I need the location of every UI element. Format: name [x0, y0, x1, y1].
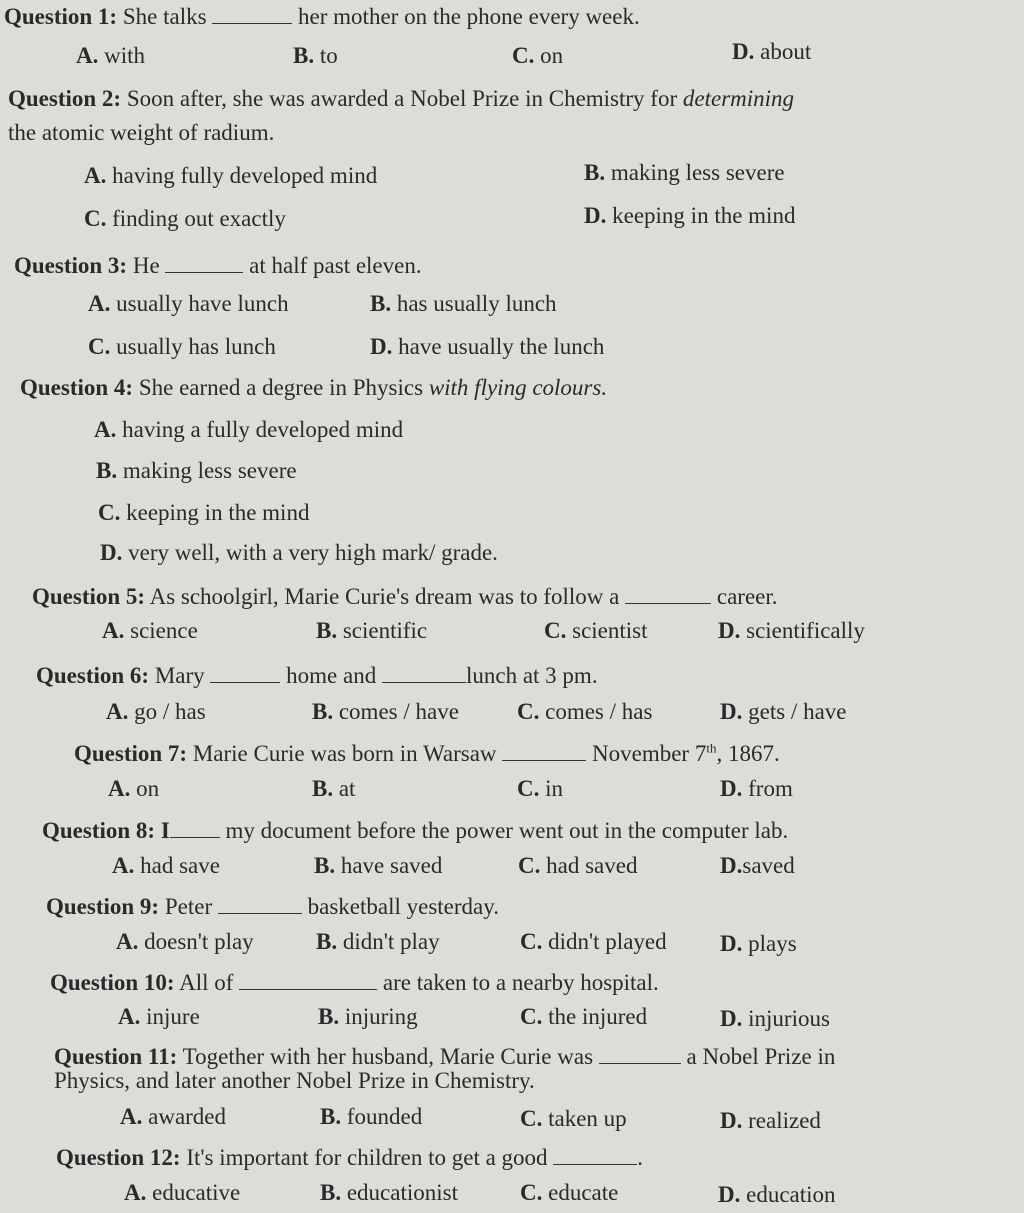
- answer-blank: [218, 890, 302, 914]
- question-6: [36, 659, 598, 689]
- option-a: A. injure: [118, 1004, 200, 1029]
- question-2-line2: the atomic weight of radium.: [8, 120, 275, 145]
- option-c: C. on: [512, 43, 564, 68]
- option-c: C. finding out exactly: [84, 206, 286, 231]
- question-number: Question 8:: [42, 818, 156, 843]
- question-text: her mother on the phone every week.: [298, 4, 640, 29]
- question-number: Question 1:: [4, 4, 118, 29]
- question-number: Question 6:: [36, 663, 150, 688]
- option-b: B. educationist: [320, 1180, 458, 1205]
- answer-blank: [599, 1040, 681, 1064]
- question-number: Question 11:: [54, 1044, 178, 1069]
- option-b: B. scientific: [316, 618, 428, 643]
- question-number: Question 10:: [50, 970, 175, 995]
- question-number: Question 12:: [56, 1145, 181, 1170]
- question-number: Question 5:: [32, 584, 146, 609]
- question-text: , 1867.: [716, 741, 780, 766]
- question-1: [4, 0, 640, 30]
- option-d: D. injurious: [720, 1006, 830, 1031]
- option-b: B. injuring: [318, 1004, 418, 1029]
- option-c: C. scientist: [544, 618, 648, 643]
- question-text: All of: [179, 970, 234, 995]
- answer-blank: [212, 0, 292, 24]
- question-9: [46, 890, 499, 920]
- question-text: Soon after, she was awarded a Nobel Prize in Chemistry for: [126, 86, 678, 111]
- option-a: A. educative: [124, 1180, 241, 1205]
- question-number: Question 4:: [20, 375, 134, 400]
- option-d: D. keeping in the mind: [584, 203, 796, 228]
- option-a: A. science: [102, 618, 198, 643]
- question-11: [54, 1040, 835, 1070]
- question-text: Mary: [154, 663, 205, 688]
- option-d: D. very well, with a very high mark/ grade.: [100, 540, 498, 565]
- option-a: A. go / has: [106, 699, 206, 724]
- question-number: Question 9:: [46, 894, 160, 919]
- option-d: D. gets / have: [720, 699, 847, 724]
- question-text: It's important for children to get a good: [186, 1145, 548, 1170]
- question-number: Question 3:: [14, 253, 128, 278]
- question-number: Question 7:: [74, 741, 188, 766]
- option-c: C. taken up: [520, 1106, 627, 1131]
- question-italic: determining: [682, 86, 795, 111]
- question-text: lunch at 3 pm.: [465, 663, 598, 688]
- question-10: [50, 966, 659, 996]
- answer-blank: [165, 249, 243, 273]
- question-text: career.: [716, 584, 778, 609]
- question-text: home and: [286, 663, 377, 688]
- option-b: B. at: [312, 776, 356, 801]
- option-a: A. on: [108, 776, 160, 801]
- answer-blank: [625, 580, 711, 604]
- option-d: D.saved: [720, 853, 795, 878]
- option-c: C. keeping in the mind: [98, 500, 310, 525]
- question-text: are taken to a nearby hospital.: [382, 970, 659, 995]
- answer-blank: [382, 659, 466, 683]
- question-text: at half past eleven.: [249, 253, 422, 278]
- option-c: C. in: [517, 776, 564, 801]
- option-c: C. didn't played: [520, 929, 667, 954]
- question-text: a Nobel Prize in: [686, 1044, 836, 1069]
- option-a: A. having a fully developed mind: [94, 417, 404, 442]
- option-d: D. realized: [720, 1108, 821, 1133]
- question-text: November 7: [592, 741, 707, 766]
- question-11-line2: Physics, and later another Nobel Prize in Chemistry.: [54, 1068, 535, 1093]
- answer-blank: [170, 814, 220, 838]
- option-d: D. about: [732, 39, 812, 64]
- option-b: B. to: [293, 43, 338, 68]
- question-text: Together with her husband, Marie Curie was: [182, 1044, 594, 1069]
- option-d: D. plays: [720, 931, 797, 956]
- question-5: [32, 580, 778, 610]
- answer-blank: [210, 659, 280, 683]
- question-3: [14, 249, 422, 279]
- option-a: A. had save: [112, 853, 220, 878]
- option-c: C. comes / has: [517, 699, 653, 724]
- question-text: .: [637, 1145, 644, 1170]
- option-a: A. having fully developed mind: [84, 163, 378, 188]
- question-7: [74, 737, 780, 767]
- option-a: A. usually have lunch: [88, 291, 289, 316]
- question-text: my document before the power went out in the computer lab.: [225, 818, 789, 843]
- question-2: [8, 86, 794, 112]
- option-d: D. education: [718, 1182, 836, 1207]
- option-d: D. from: [720, 776, 793, 801]
- question-number: Question 2:: [8, 86, 122, 111]
- question-text: He: [132, 253, 160, 278]
- option-c: C. usually has lunch: [88, 334, 276, 359]
- answer-blank: [553, 1141, 637, 1165]
- question-text: She earned a degree in Physics: [138, 375, 424, 400]
- option-b: B. making less severe: [584, 160, 785, 185]
- option-b: B. founded: [320, 1104, 423, 1129]
- question-text: I: [160, 818, 170, 843]
- question-text: As schoolgirl, Marie Curie's dream was to follow a: [149, 584, 620, 609]
- answer-blank: [239, 966, 377, 990]
- option-a: A. with: [76, 43, 146, 68]
- question-4: [20, 375, 607, 401]
- question-12: [56, 1141, 643, 1171]
- question-text: Marie Curie was born in Warsaw: [192, 741, 497, 766]
- option-c: C. educate: [520, 1180, 619, 1205]
- option-a: A. doesn't play: [116, 929, 254, 954]
- option-d: D. have usually the lunch: [370, 334, 605, 359]
- question-8: [42, 814, 788, 844]
- option-b: B. have saved: [314, 853, 443, 878]
- option-b: B. has usually lunch: [370, 291, 557, 316]
- answer-blank: [502, 737, 586, 761]
- question-text: Peter: [164, 894, 213, 919]
- option-b: B. making less severe: [96, 458, 297, 483]
- superscript: th: [706, 740, 717, 756]
- option-d: D. scientifically: [718, 618, 865, 643]
- option-c: C. had saved: [518, 853, 638, 878]
- question-text: basketball yesterday.: [307, 894, 499, 919]
- option-c: C. the injured: [520, 1004, 648, 1029]
- option-b: B. didn't play: [316, 929, 440, 954]
- option-a: A. awarded: [120, 1104, 227, 1129]
- question-text: She talks: [122, 4, 207, 29]
- question-italic: with flying colours.: [428, 375, 608, 400]
- option-b: B. comes / have: [312, 699, 459, 724]
